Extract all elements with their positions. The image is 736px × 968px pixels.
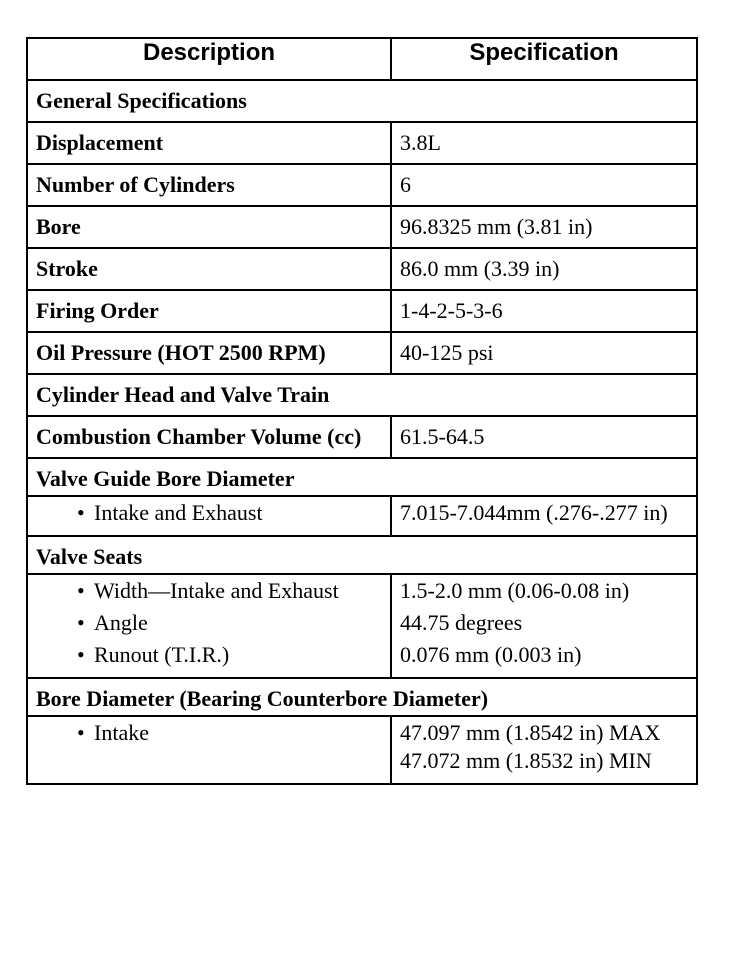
row-specification: 1.5-2.0 mm (0.06-0.08 in) [391, 574, 697, 607]
table-row [27, 416, 697, 458]
row-description: • Runout (T.I.R.) [27, 639, 391, 678]
row-specification: 61.5-64.5 [391, 416, 697, 458]
row-specification: 7.015-7.044mm (.276-.277 in) [391, 496, 697, 536]
row-specification: 44.75 degrees [391, 607, 697, 639]
bullet-icon: • [77, 642, 85, 667]
bullet-icon: • [77, 610, 85, 635]
group-bore-diameter: Bore Diameter (Bearing Counterbore Diameter) [27, 678, 697, 716]
table-row [27, 164, 697, 206]
row-description: Combustion Chamber Volume (cc) [27, 416, 391, 458]
row-specification: 96.8325 mm (3.81 in) [391, 206, 697, 248]
row-specification: 47.097 mm (1.8542 in) MAX 47.072 mm (1.8532 in) MIN [391, 716, 697, 784]
table-row [27, 716, 697, 784]
row-description: • Intake [27, 716, 391, 784]
row-specification: 86.0 mm (3.39 in) [391, 248, 697, 290]
header-description: Description [27, 38, 391, 80]
row-description: • Angle [27, 607, 391, 639]
row-description: • Intake and Exhaust [27, 496, 391, 536]
table-row [27, 496, 697, 536]
header-specification: Specification [391, 38, 697, 80]
table-row [27, 639, 697, 678]
section-general-specifications: General Specifications [27, 80, 697, 122]
table-row [27, 332, 697, 374]
section-cylinder-head-valve-train: Cylinder Head and Valve Train [27, 374, 697, 416]
table-row [27, 607, 697, 639]
row-specification: 40-125 psi [391, 332, 697, 374]
row-description: Number of Cylinders [27, 164, 391, 206]
engine-spec-table [26, 37, 698, 785]
section-row [27, 374, 697, 416]
row-specification: 0.076 mm (0.003 in) [391, 639, 697, 678]
bullet-icon: • [77, 578, 85, 603]
bullet-icon: • [77, 500, 85, 525]
group-title-row [27, 458, 697, 496]
bullet-icon: • [77, 720, 85, 745]
table-row [27, 206, 697, 248]
table-row [27, 122, 697, 164]
row-description: Displacement [27, 122, 391, 164]
group-title-row [27, 678, 697, 716]
row-description: Stroke [27, 248, 391, 290]
row-specification: 3.8L [391, 122, 697, 164]
row-description: Firing Order [27, 290, 391, 332]
section-row [27, 80, 697, 122]
row-specification: 6 [391, 164, 697, 206]
table-header-row [27, 38, 697, 80]
table-row [27, 574, 697, 607]
row-description: Bore [27, 206, 391, 248]
table-row [27, 290, 697, 332]
group-valve-seats: Valve Seats [27, 536, 697, 574]
row-description: Oil Pressure (HOT 2500 RPM) [27, 332, 391, 374]
group-title-row [27, 536, 697, 574]
row-description: • Width—Intake and Exhaust [27, 574, 391, 607]
group-valve-guide-bore-diameter: Valve Guide Bore Diameter [27, 458, 697, 496]
row-specification: 1-4-2-5-3-6 [391, 290, 697, 332]
table-row [27, 248, 697, 290]
